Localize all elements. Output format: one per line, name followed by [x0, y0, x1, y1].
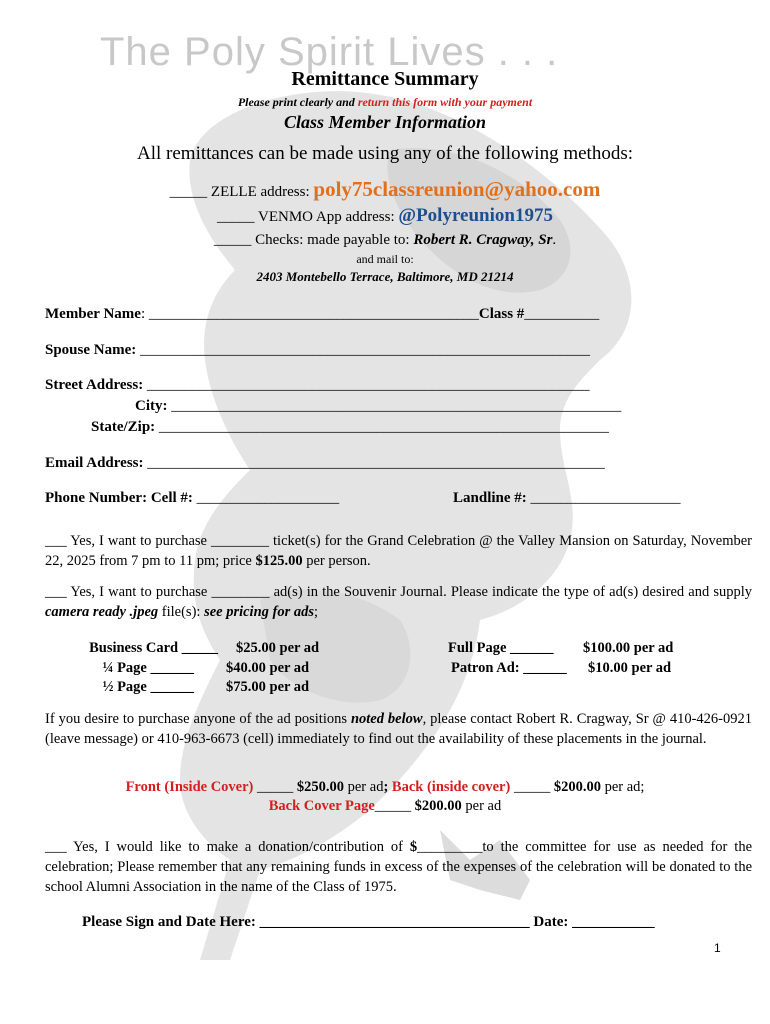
ad-full-page-price: $100.00 per ad	[583, 640, 674, 656]
tickets-text: ___ Yes, I want to purchase ________ ticket(s) for the Grand Celebration @ the Valley Mansion on Saturday, November 22, 2025 from 7 pm to 11 pm; price	[45, 533, 752, 569]
front-inside-cover-label: Front (Inside Cover)	[125, 779, 254, 795]
back-cover-label: Back Cover Page	[268, 798, 375, 814]
back-cover-blank[interactable]: _____	[374, 798, 415, 814]
section-subtitle: Class Member Information	[283, 112, 487, 132]
landline-label: Landline #:	[453, 490, 527, 506]
positions-noted: noted below	[350, 711, 423, 727]
city-row	[135, 398, 621, 415]
venmo-address: @Polyreunion1975	[398, 205, 553, 226]
landline-field[interactable]: ____________________	[526, 490, 681, 506]
cell-field[interactable]: ___________________	[192, 490, 340, 506]
email-field[interactable]: _____________________________________________________________	[143, 455, 605, 471]
page-number: 1	[714, 941, 721, 955]
ad-patron-price: $10.00 per ad	[588, 660, 672, 676]
zelle-line	[0, 177, 770, 202]
ad-half-page-price: $75.00 per ad	[226, 679, 310, 695]
front-sep: ;	[383, 779, 392, 795]
ad-patron-label: Patron Ad: ______	[451, 660, 567, 676]
member-name-label: Member Name	[45, 306, 141, 322]
mail-label: and mail to:	[356, 252, 414, 266]
positions-text: If you desire to purchase anyone of the ad positions	[45, 711, 351, 727]
ads-text-2: file(s):	[158, 604, 205, 620]
back-inside-unit: per ad;	[600, 779, 645, 795]
email-label: Email Address:	[45, 455, 144, 471]
venmo-line	[0, 205, 770, 227]
member-name-row	[45, 306, 599, 323]
back-cover-price: $200.00	[414, 798, 462, 814]
ads-pricing-note: see pricing for ads	[204, 604, 315, 620]
checks-line	[0, 232, 770, 249]
banner-watermark: The Poly Spirit Lives . . .	[100, 30, 559, 74]
back-inside-cover-label: Back (inside cover)	[391, 779, 511, 795]
instruction-line	[0, 95, 770, 110]
ticket-price: $125.00	[255, 553, 303, 569]
back-inside-cover-blank[interactable]: _____	[510, 779, 554, 795]
ads-text: ___ Yes, I want to purchase ________ ad(s) in the Souvenir Journal. Please indicate the type of ad(s) desired and supply	[45, 584, 752, 600]
methods-intro: All remittances can be made using any of the following methods:	[137, 143, 633, 164]
signature-row	[82, 914, 655, 931]
city-label: City:	[135, 398, 168, 414]
ad-quarter-page-label: ¼ Page ______	[102, 660, 194, 676]
zelle-address: poly75classreunion@yahoo.com	[313, 177, 601, 201]
landline-row	[453, 490, 681, 507]
front-inside-cover-price: $250.00	[296, 779, 344, 795]
ad-quarter-page-price: $40.00 per ad	[226, 660, 310, 676]
member-name-field[interactable]: : ____________________________________________	[140, 306, 479, 322]
street-label: Street Address:	[45, 377, 144, 393]
donation-text: ___ Yes, I would like to make a donation/contribution of	[45, 839, 410, 855]
cover-positions-line	[0, 779, 770, 796]
back-cover-line	[0, 798, 770, 815]
date-label: Date:	[529, 914, 573, 930]
signature-label: Please Sign and Date Here:	[82, 914, 260, 930]
email-row	[45, 455, 605, 472]
spouse-name-row	[45, 342, 590, 359]
street-row	[45, 377, 589, 394]
front-inside-cover-blank[interactable]: _____	[253, 779, 297, 795]
ads-paragraph	[45, 582, 752, 622]
mail-address: 2403 Montebello Terrace, Baltimore, MD 21214	[256, 269, 514, 284]
ads-camera-ready: camera ready .jpeg	[45, 604, 159, 620]
ad-half-page-label: ½ Page ______	[102, 679, 194, 695]
state-row	[91, 419, 609, 436]
checks-label: _____ Checks: made payable to:	[213, 232, 414, 248]
page-title: Remittance Summary	[291, 68, 479, 90]
ad-business-card-label: Business Card _____	[89, 640, 218, 656]
cell-label: Phone Number: Cell #:	[45, 490, 193, 506]
tickets-text-end: per person.	[302, 553, 371, 569]
donation-text-2: _________to the committee for use as needed for the celebration; Please remember that any remaining funds in excess of the expenses of the celebration will be donated to the school Alumni Association in the name of the Class of 1975.	[45, 839, 753, 895]
front-unit: per ad	[344, 779, 384, 795]
spouse-name-label: Spouse Name:	[45, 342, 137, 358]
state-zip-label: State/Zip:	[91, 419, 156, 435]
instruction-text: Please print clearly and	[237, 95, 358, 109]
positions-text-2: , please contact Robert R. Cragway, Sr @ 410-426-0921 (leave message) or 410-963-6673 (cell) immediately to find out the availability of these placements in the journal.	[45, 711, 752, 747]
ad-full-page-label: Full Page ______	[448, 640, 554, 656]
ad-business-card-price: $25.00 per ad	[236, 640, 320, 656]
cell-row	[45, 490, 339, 507]
checks-end: .	[552, 232, 557, 248]
date-field[interactable]: ___________	[572, 914, 655, 930]
checks-payee: Robert R. Cragway, Sr	[413, 232, 553, 248]
class-field[interactable]: __________	[524, 306, 600, 322]
spouse-name-field[interactable]: ____________________________________________________________	[136, 342, 591, 358]
city-field[interactable]: ____________________________________________________________	[167, 398, 622, 414]
instruction-highlight: return this form with your payment	[357, 95, 533, 109]
positions-paragraph	[45, 709, 752, 749]
signature-field[interactable]: ____________________________________	[259, 914, 530, 930]
venmo-label: _____ VENMO App address:	[217, 209, 399, 225]
zelle-label: _____ ZELLE address:	[169, 184, 314, 200]
donation-dollar: $	[409, 839, 418, 855]
back-inside-cover-price: $200.00	[553, 779, 601, 795]
donation-paragraph	[45, 837, 752, 897]
class-label: Class #	[478, 306, 525, 322]
tickets-paragraph	[45, 531, 752, 571]
back-cover-unit: per ad	[461, 798, 502, 814]
ads-text-3: ;	[314, 604, 319, 620]
state-zip-field[interactable]: ____________________________________________________________	[155, 419, 609, 435]
street-field[interactable]: ___________________________________________________________	[143, 377, 590, 393]
